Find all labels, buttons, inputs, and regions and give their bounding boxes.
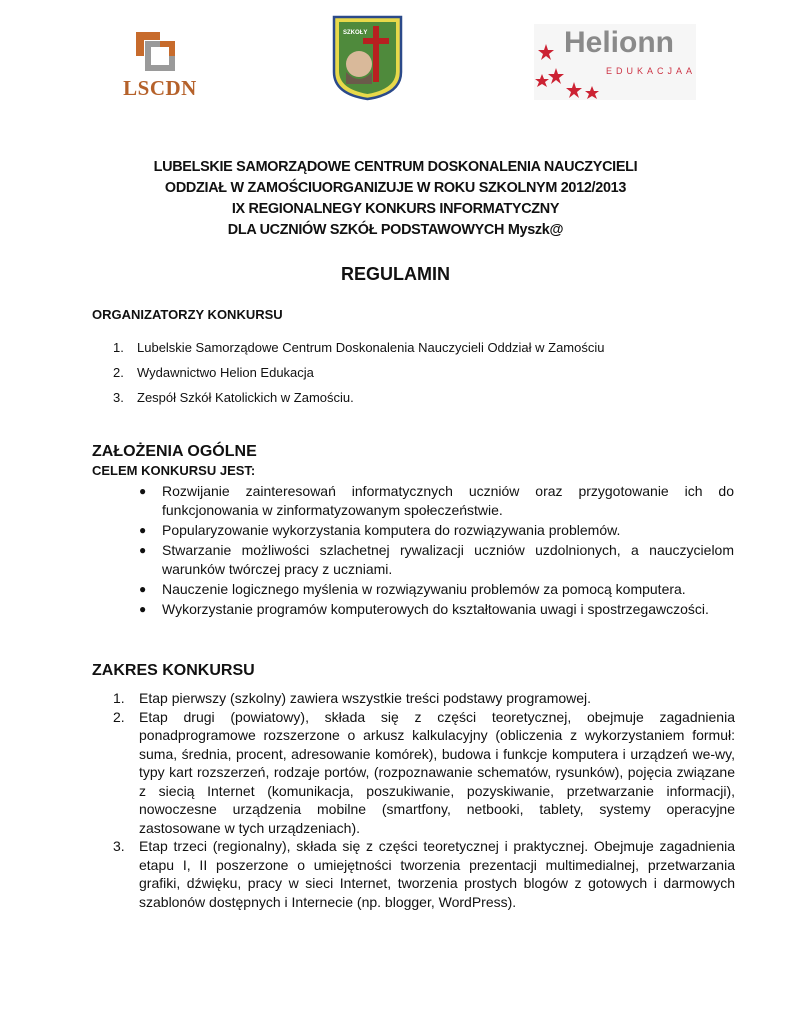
school-emblem-icon <box>331 14 404 101</box>
bullet-icon: ● <box>139 543 147 557</box>
list-item <box>113 689 735 708</box>
list-item-text: Wydawnictwo Helion Edukacja <box>137 365 314 380</box>
school-emblem <box>331 14 404 101</box>
list-item-text: Nauczenie logicznego myślenia w rozwiązywaniu problemów za pomocą komputera. <box>162 581 686 597</box>
list-item <box>134 580 734 599</box>
list-item <box>134 541 734 579</box>
lscdn-logo-icon <box>130 26 178 74</box>
svg-text:SZKOŁY: SZKOŁY <box>343 30 368 36</box>
list-item-text: Popularyzowanie wykorzystania komputera do rozwiązywania problemów. <box>162 522 621 538</box>
bullet-icon: ● <box>139 582 147 596</box>
goals-list <box>134 482 734 620</box>
helion-logo-subtext: EDUKACJAA <box>606 66 697 76</box>
list-item-text: Rozwijanie zainteresowań informatycznych uczniów oraz przygotowanie ich do funkcjonowania w zinformatyzowanym społeczeństwie. <box>162 483 734 518</box>
list-item-text: Etap trzeci (regionalny), składa się z części teoretycznej i praktycznej. Obejmuje zagadnienia etapu I, II poszerzone o umiejętności tworzenia prezentacji multimedialnej, przetwarzania grafiki, dźwięku, pracy w sieci Internet, tworzenia prostych blogów z gotowych i darmowych szablonów dostępnych i Internecie (np. blogger, WordPress). <box>139 838 735 910</box>
organizers-heading: ORGANIZATORZY KONKURSU <box>92 307 283 322</box>
list-item <box>113 708 735 838</box>
list-item-number: 2. <box>113 365 124 380</box>
bullet-icon: ● <box>139 484 147 498</box>
bullet-icon: ● <box>139 602 147 616</box>
list-item-text: Zespół Szkół Katolickich w Zamościu. <box>137 390 354 405</box>
list-item-text: Etap drugi (powiatowy), składa się z części teoretycznej, obejmuje zagadnienia ponadprogramowe rozszerzone o arkusz kalkulacyjny (obliczenia z wykorzystaniem formuł: suma, średnia, procent, adresowanie komórek), budowa i funkcje komputera i urządzeń we-wy, typy kart rozszerzeń, rodzaje portów, (rozpoznawanie schematów, rysunków), pojęcia związane z siecią Internet (komunikacja, poszukiwanie, pozyskiwanie, przetwarzanie informacji), nowoczesne urządzenia mobilne (smartfony, netbooki, tablety, systemy operacyjne zastosowane w tych urządzeniach). <box>139 708 735 836</box>
organizers-list <box>113 340 605 405</box>
list-item <box>113 390 605 405</box>
list-item <box>113 365 605 380</box>
document-header <box>0 157 791 241</box>
list-item-number: 1. <box>113 690 125 706</box>
bullet-icon: ● <box>139 523 147 537</box>
general-subheading: CELEM KONKURSU JEST: <box>92 463 256 478</box>
list-item <box>113 340 605 355</box>
helion-logo <box>534 24 696 100</box>
list-item-text: Wykorzystanie programów komputerowych do kształtowania uwagi i spostrzegawczości. <box>162 601 709 617</box>
list-item-number: 3. <box>113 838 125 854</box>
lscdn-logo-text: LSCDN <box>123 76 197 100</box>
list-item-text: Stwarzanie możliwości szlachetnej rywalizacji uczniów uzdolnionych, a nauczycielom warunków twórczej pracy z uczniami. <box>162 542 734 577</box>
header-line: ODDZIAŁ W ZAMOŚCIUORGANIZUJE W ROKU SZKOLNYM 2012/2013 <box>164 180 627 196</box>
header-line: IX REGIONALNEGY KONKURS INFORMATYCZNY <box>231 201 560 217</box>
list-item-number: 3. <box>113 390 124 405</box>
helion-logo-text: Helionn <box>564 26 674 59</box>
list-item-number: 1. <box>113 340 124 355</box>
list-item <box>134 482 734 520</box>
scope-list <box>113 689 735 911</box>
header-line: DLA UCZNIÓW SZKÓŁ PODSTAWOWYCH Myszk@ <box>227 222 564 238</box>
general-heading: ZAŁOŻENIA OGÓLNE <box>92 443 257 460</box>
document-title: REGULAMIN <box>341 264 450 284</box>
list-item-text: Etap pierwszy (szkolny) zawiera wszystkie treści podstawy programowej. <box>139 690 592 706</box>
list-item <box>113 837 735 911</box>
list-item-number: 2. <box>113 708 125 725</box>
list-item-text: Lubelskie Samorządowe Centrum Doskonalenia Nauczycieli Oddział w Zamościu <box>137 340 605 355</box>
list-item <box>134 600 734 619</box>
lscdn-logo <box>118 22 202 100</box>
list-item <box>134 521 734 540</box>
header-line: LUBELSKIE SAMORZĄDOWE CENTRUM DOSKONALENIA NAUCZYCIELI <box>153 159 638 175</box>
scope-heading: ZAKRES KONKURSU <box>92 662 255 679</box>
